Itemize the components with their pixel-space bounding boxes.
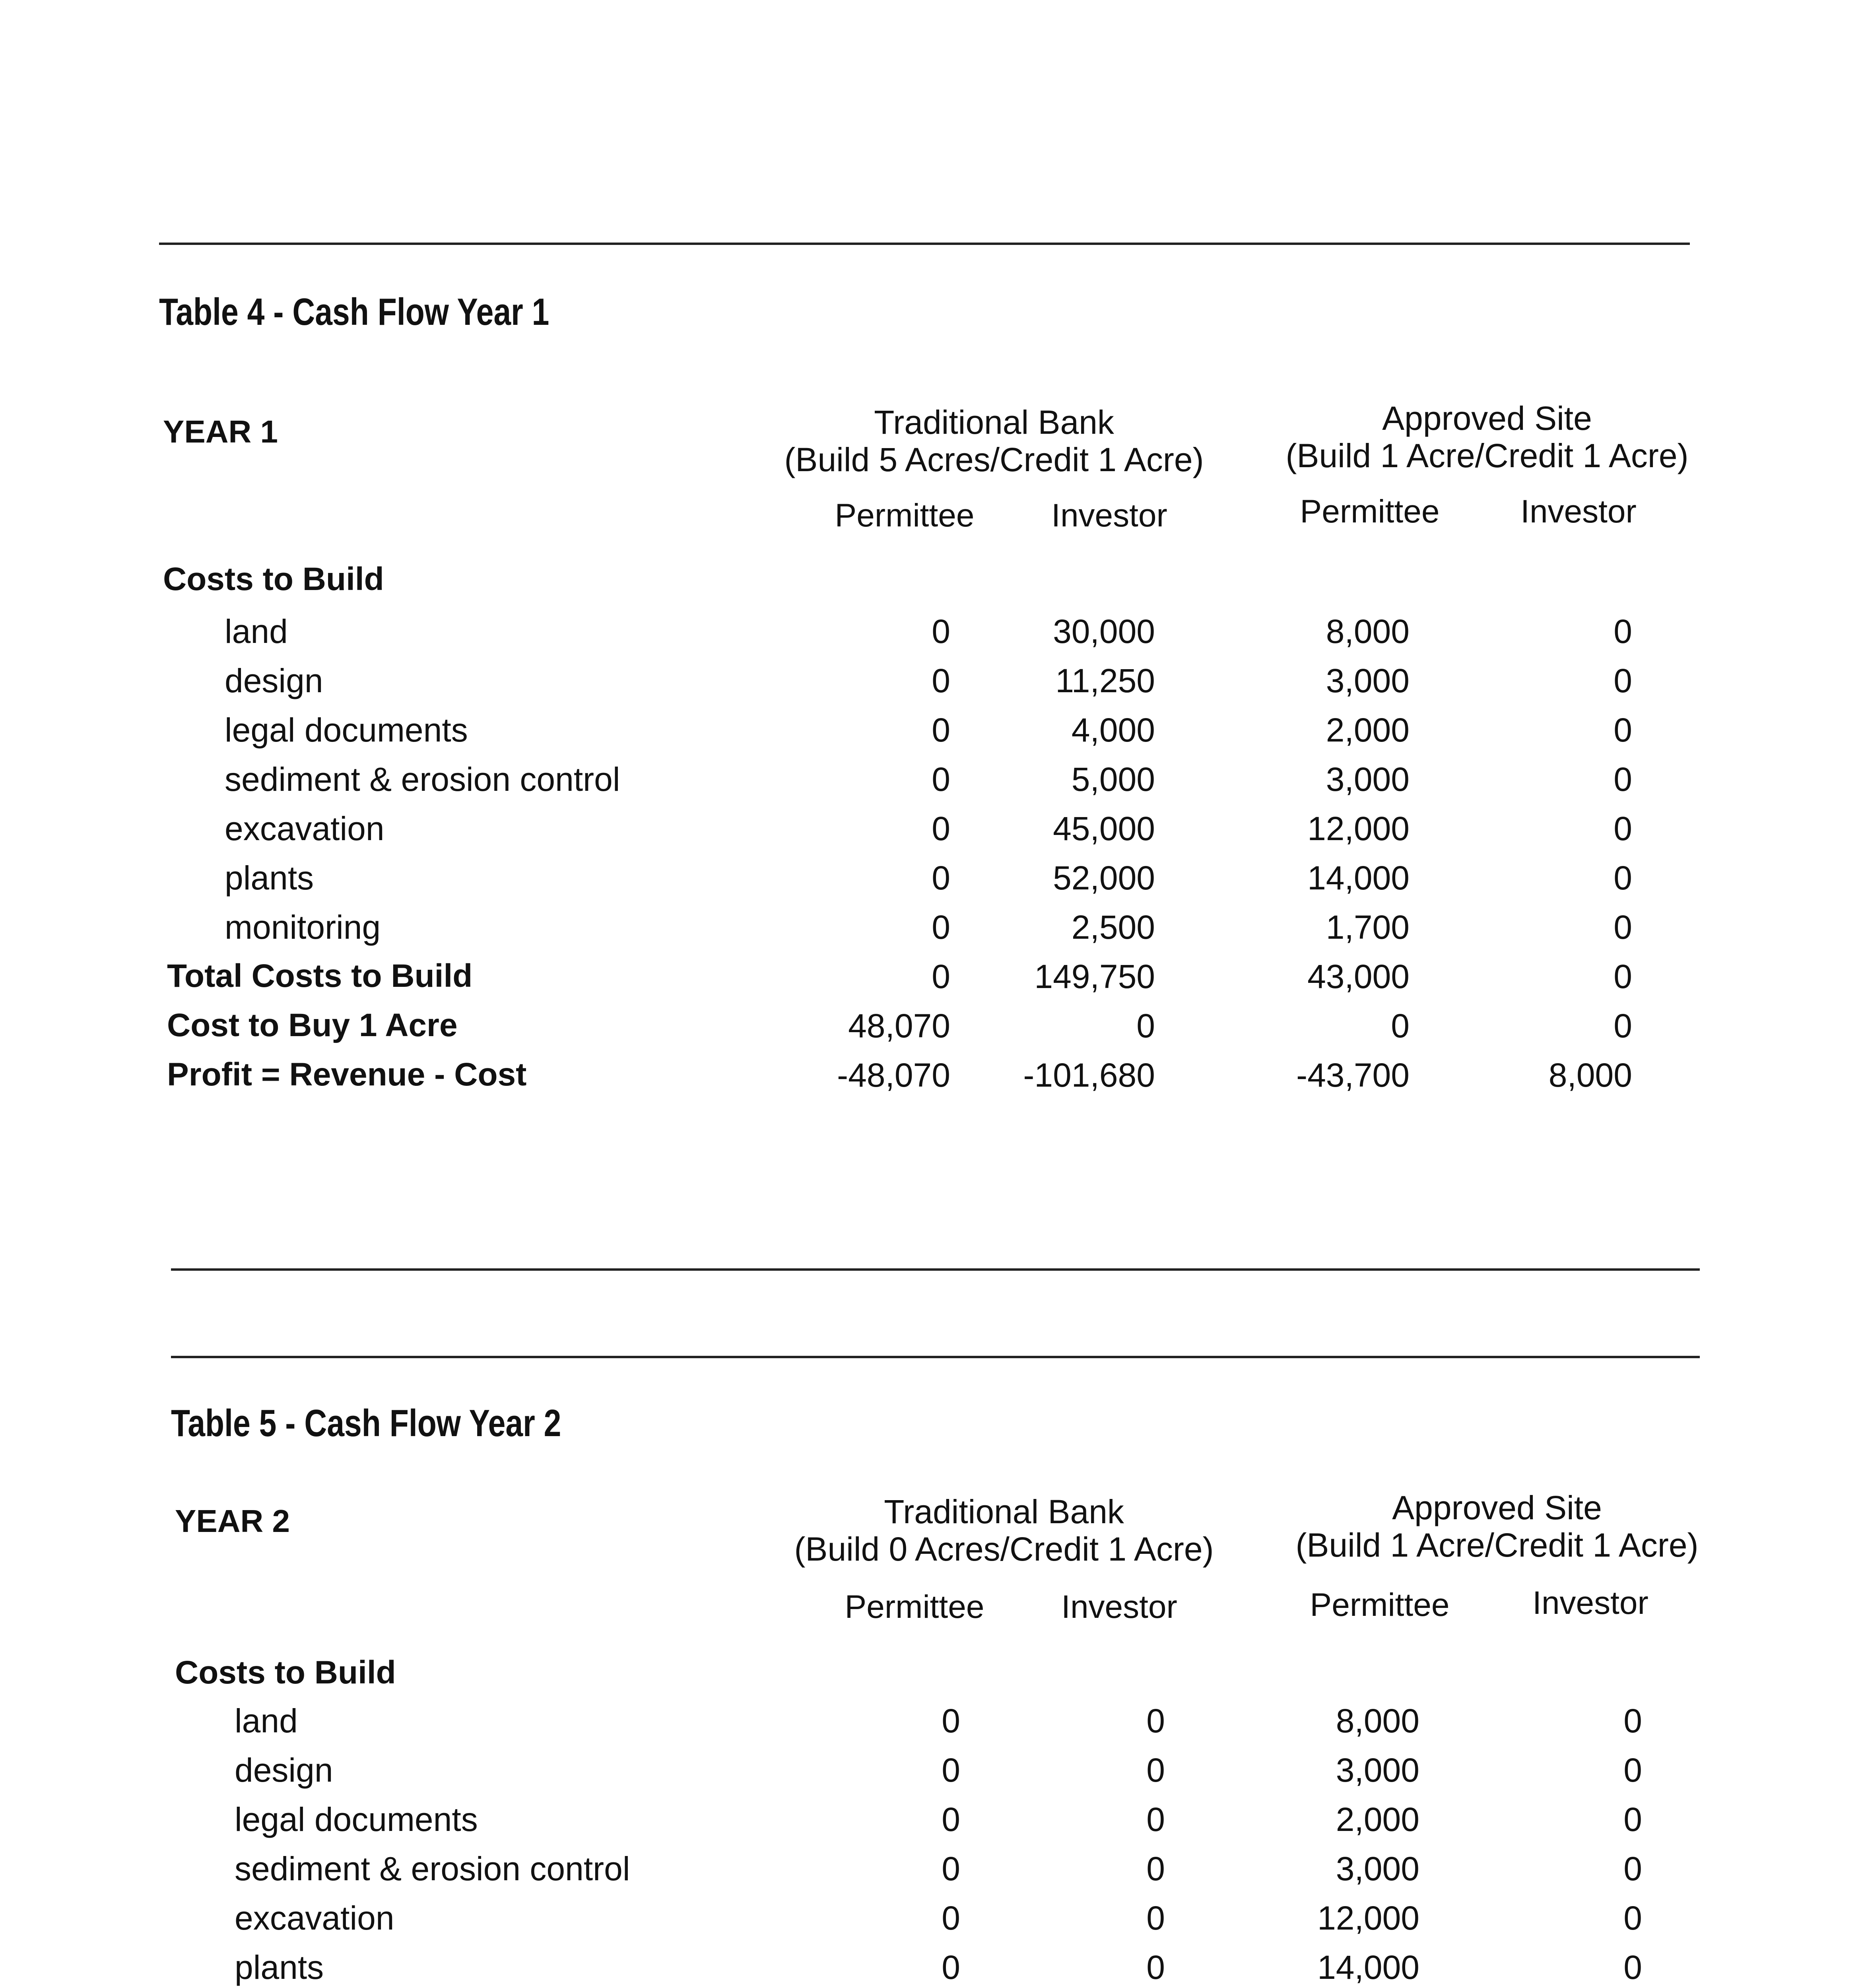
cell-value: 3,000 [1326, 761, 1410, 798]
cell-value: 30,000 [1053, 613, 1155, 650]
cell-value: 0 [1623, 1801, 1642, 1838]
table-row [0, 908, 1864, 952]
cell-value: 0 [942, 1850, 960, 1887]
section-title: Costs to Build [163, 561, 384, 597]
table-row [0, 810, 1864, 853]
group-header-traditional-bank: Traditional Bank (Build 5 Acres/Credit 1 Acre) [784, 404, 1204, 478]
cell-value: 0 [1623, 1949, 1642, 1986]
row-label: monitoring [225, 909, 381, 946]
cell-value: 8,000 [1336, 1702, 1419, 1740]
cell-value: 11,250 [1055, 662, 1155, 699]
cell-value: 0 [932, 909, 950, 946]
cell-value: 0 [1136, 1007, 1155, 1044]
cell-value: 14,000 [1317, 1949, 1419, 1986]
table-row [0, 711, 1864, 755]
row-label: design [225, 662, 323, 699]
cell-value: 0 [1614, 761, 1632, 798]
cell-value: 0 [1623, 1899, 1642, 1937]
col-header-permittee: Permittee [1300, 493, 1440, 530]
row-label: excavation [235, 1899, 394, 1937]
cell-value: 0 [1391, 1007, 1410, 1044]
table5-top-rule [171, 1356, 1700, 1358]
cell-value: 0 [932, 613, 950, 650]
table-row [0, 1007, 1864, 1050]
cell-value: 0 [1614, 958, 1632, 995]
cell-value: 3,000 [1336, 1751, 1419, 1789]
cell-value: 0 [932, 859, 950, 897]
cell-value: 0 [1623, 1751, 1642, 1789]
cell-value: 0 [932, 761, 950, 798]
col-header-permittee: Permittee [835, 497, 975, 534]
row-label: Cost to Buy 1 Acre [167, 1007, 458, 1043]
cell-value: 8,000 [1548, 1056, 1632, 1094]
table-row [0, 1056, 1864, 1100]
top-rule [159, 243, 1690, 245]
row-label: legal documents [225, 711, 468, 749]
table-row [0, 612, 1864, 656]
col-header-investor: Investor [1532, 1585, 1648, 1621]
cell-value: 5,000 [1071, 761, 1155, 798]
row-label: excavation [225, 810, 384, 847]
table-row [0, 859, 1864, 903]
cell-value: 12,000 [1307, 810, 1410, 847]
row-label: sediment & erosion control [235, 1850, 630, 1887]
table-row [0, 1800, 1864, 1844]
table-row [0, 1850, 1864, 1893]
cell-value: 0 [1146, 1751, 1165, 1789]
cell-value: 0 [942, 1801, 960, 1838]
table-row [0, 1948, 1864, 1988]
row-label: plants [235, 1949, 324, 1986]
cell-value: 0 [1146, 1801, 1165, 1838]
cell-value: 0 [1614, 810, 1632, 847]
row-label: plants [225, 859, 314, 897]
table-caption: Table 4 - Cash Flow Year 1 [159, 291, 549, 333]
cell-value: 0 [1614, 662, 1632, 699]
row-label: legal documents [235, 1801, 478, 1838]
table-row [0, 662, 1864, 705]
cell-value: -101,680 [1023, 1056, 1155, 1094]
group-header-approved-site: Approved Site (Build 1 Acre/Credit 1 Acre) [1285, 400, 1689, 474]
row-label: design [235, 1751, 333, 1789]
cell-value: 48,070 [848, 1007, 950, 1044]
cell-value: 149,750 [1034, 958, 1155, 995]
cell-value: -43,700 [1296, 1056, 1410, 1094]
cell-value: 0 [942, 1751, 960, 1789]
cell-value: 52,000 [1053, 859, 1155, 897]
section-title: Costs to Build [175, 1654, 396, 1691]
cell-value: 4,000 [1071, 711, 1155, 749]
row-label: Profit = Revenue - Cost [167, 1056, 527, 1093]
col-header-investor: Investor [1520, 493, 1637, 530]
group-header-traditional-bank: Traditional Bank (Build 0 Acres/Credit 1 Acre) [794, 1493, 1214, 1568]
col-header-permittee: Permittee [845, 1589, 984, 1625]
cell-value: 0 [1146, 1899, 1165, 1937]
cell-value: 0 [942, 1949, 960, 1986]
cell-value: 3,000 [1326, 662, 1410, 699]
group-header-approved-site: Approved Site (Build 1 Acre/Credit 1 Acre) [1295, 1489, 1699, 1564]
cell-value: 0 [1623, 1702, 1642, 1740]
cell-value: 0 [932, 662, 950, 699]
table-row [0, 1751, 1864, 1795]
cell-value: 0 [1614, 1007, 1632, 1044]
cell-value: 2,500 [1071, 909, 1155, 946]
table4-bottom-rule [171, 1268, 1700, 1271]
row-label: land [235, 1702, 298, 1740]
cell-value: 2,000 [1326, 711, 1410, 749]
cell-value: 45,000 [1053, 810, 1155, 847]
cell-value: 0 [942, 1702, 960, 1740]
row-label: Total Costs to Build [167, 958, 473, 994]
table-row [0, 760, 1864, 804]
cell-value: 0 [932, 711, 950, 749]
cell-value: 0 [1614, 859, 1632, 897]
cell-value: 0 [1146, 1702, 1165, 1740]
cell-value: 43,000 [1307, 958, 1410, 995]
cell-value: 3,000 [1336, 1850, 1419, 1887]
row-label: sediment & erosion control [225, 761, 620, 798]
cell-value: 0 [942, 1899, 960, 1937]
cell-value: 0 [1614, 909, 1632, 946]
cell-value: 2,000 [1336, 1801, 1419, 1838]
col-header-investor: Investor [1051, 497, 1167, 534]
cell-value: 0 [932, 810, 950, 847]
row-label: land [225, 613, 288, 650]
cell-value: 0 [1614, 711, 1632, 749]
cell-value: 0 [1623, 1850, 1642, 1887]
cell-value: 0 [1614, 613, 1632, 650]
cell-value: 1,700 [1326, 909, 1410, 946]
table-row [0, 1702, 1864, 1745]
cell-value: 0 [1146, 1949, 1165, 1986]
table-caption: Table 5 - Cash Flow Year 2 [171, 1402, 561, 1444]
cell-value: 14,000 [1307, 859, 1410, 897]
cell-value: 8,000 [1326, 613, 1410, 650]
cell-value: 0 [1146, 1850, 1165, 1887]
cell-value: 12,000 [1317, 1899, 1419, 1937]
table-row [0, 1899, 1864, 1943]
col-header-permittee: Permittee [1310, 1587, 1450, 1623]
cell-value: -48,070 [837, 1056, 950, 1094]
col-header-investor: Investor [1061, 1589, 1177, 1625]
year-label: YEAR 2 [175, 1503, 290, 1539]
cell-value: 0 [932, 958, 950, 995]
year-label: YEAR 1 [163, 414, 278, 449]
table-row [0, 957, 1864, 1001]
